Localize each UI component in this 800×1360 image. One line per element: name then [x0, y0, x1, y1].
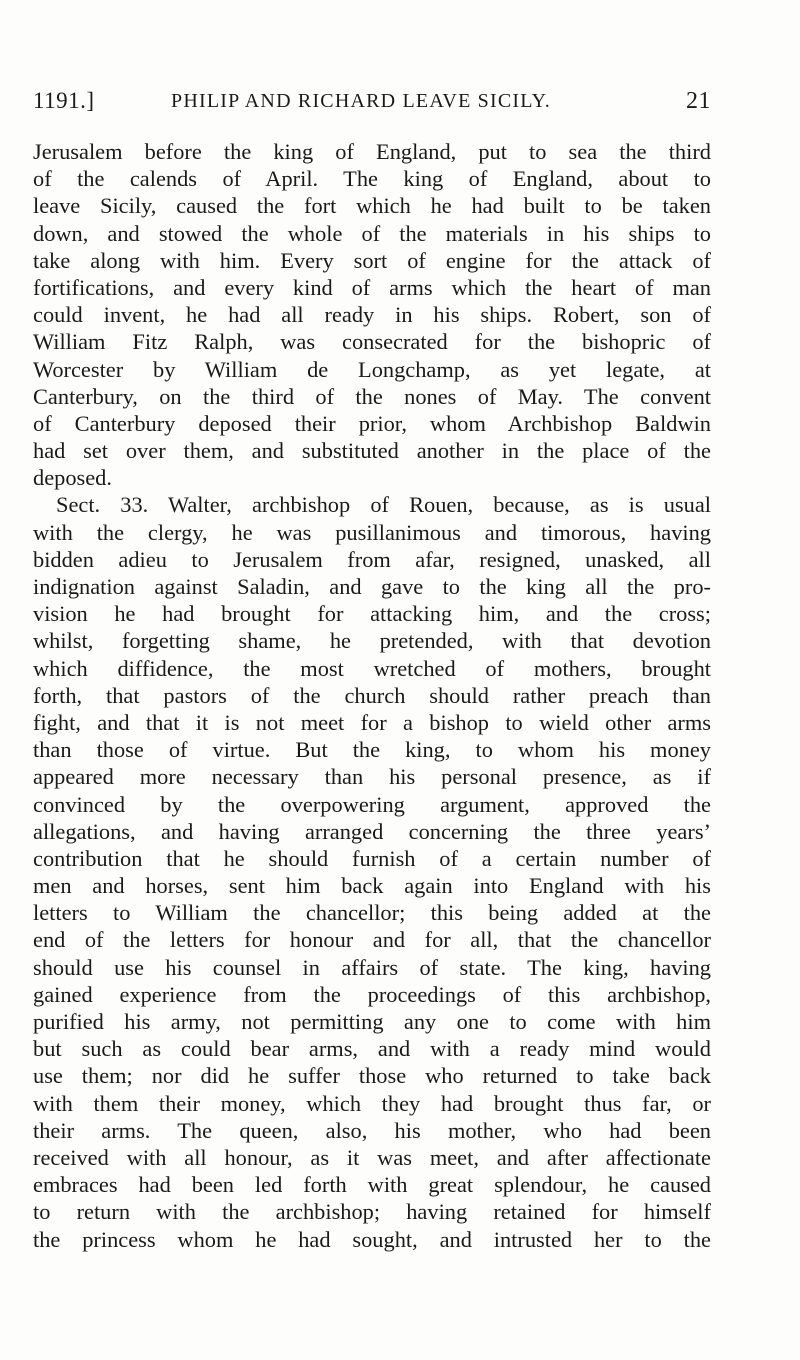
text-line: of Canterbury deposed their prior, whom Archbishop Baldwin — [33, 410, 711, 436]
text-line: to return with the archbishop; having retained for himself — [33, 1199, 711, 1225]
text-line: which diffidence, the most wretched of mothers, brought — [33, 655, 711, 681]
text-line: gained experience from the proceedings of this archbishop, — [33, 981, 711, 1007]
body-text — [33, 138, 711, 1253]
text-line: letters to William the chancellor; this being added at the — [33, 900, 711, 926]
text-line: of the calends of April. The king of England, about to — [33, 166, 711, 192]
text-line: take along with him. Every sort of engine for the attack of — [33, 247, 711, 273]
text-line: forth, that pastors of the church should rather preach than — [33, 682, 711, 708]
text-line: the princess whom he had sought, and intrusted her to the — [33, 1226, 711, 1252]
text-line: received with all honour, as it was meet, and after affectionate — [33, 1144, 711, 1170]
text-line: deposed. — [33, 465, 112, 491]
text-line: but such as could bear arms, and with a ready mind would — [33, 1036, 711, 1062]
header-year: 1191.] — [33, 88, 95, 113]
text-line: with the clergy, he was pusillanimous and timorous, having — [33, 519, 711, 545]
text-line: end of the letters for honour and for all, that the chancellor — [33, 927, 711, 953]
text-line: should use his counsel in affairs of state. The king, having — [33, 954, 711, 980]
section-first-line: Sect. 33. Walter, archbishop of Rouen, because, as is usual — [56, 492, 711, 518]
text-line: men and horses, sent him back again into England with his — [33, 873, 711, 899]
text-line: vision he had brought for attacking him, and the cross; — [33, 601, 711, 627]
text-line: Canterbury, on the third of the nones of May. The convent — [33, 383, 711, 409]
running-header — [33, 88, 711, 122]
text-line: William Fitz Ralph, was consecrated for the bishopric of — [33, 329, 711, 355]
text-line: Worcester by William de Longchamp, as yet legate, at — [33, 356, 711, 382]
text-line: had set over them, and substituted another in the place of the — [33, 438, 711, 464]
text-line: contribution that he should furnish of a certain number of — [33, 845, 711, 871]
text-line: bidden adieu to Jerusalem from afar, resigned, unasked, all — [33, 546, 711, 572]
text-line: with them their money, which they had brought thus far, or — [33, 1090, 711, 1116]
text-line: fortifications, and every kind of arms which the heart of man — [33, 274, 711, 300]
header-title: PHILIP AND RICHARD LEAVE SICILY. — [171, 90, 551, 112]
text-line: down, and stowed the whole of the materials in his ships to — [33, 220, 711, 246]
text-line: embraces had been led forth with great splendour, he caused — [33, 1172, 711, 1198]
text-line: allegations, and having arranged concerning the three years’ — [33, 818, 711, 844]
text-line: could invent, he had all ready in his ships. Robert, son of — [33, 302, 711, 328]
text-line: indignation against Saladin, and gave to the king all the pro- — [33, 574, 711, 599]
text-line: appeared more necessary than his personal presence, as if — [33, 764, 711, 790]
text-line: whilst, forgetting shame, he pretended, with that devotion — [33, 628, 711, 654]
text-line: fight, and that it is not meet for a bishop to wield other arms — [33, 709, 711, 735]
text-line: leave Sicily, caused the fort which he had built to be taken — [33, 193, 711, 219]
text-line: Jerusalem before the king of England, put to sea the third — [33, 139, 711, 164]
page-number: 21 — [686, 88, 711, 114]
text-line: than those of virtue. But the king, to whom his money — [33, 737, 711, 763]
text-line: use them; nor did he suffer those who returned to take back — [33, 1063, 711, 1089]
text-line: purified his army, not permitting any one to come with him — [33, 1009, 711, 1034]
text-line: their arms. The queen, also, his mother, who had been — [33, 1117, 711, 1143]
text-line: convinced by the overpowering argument, approved the — [33, 791, 711, 817]
